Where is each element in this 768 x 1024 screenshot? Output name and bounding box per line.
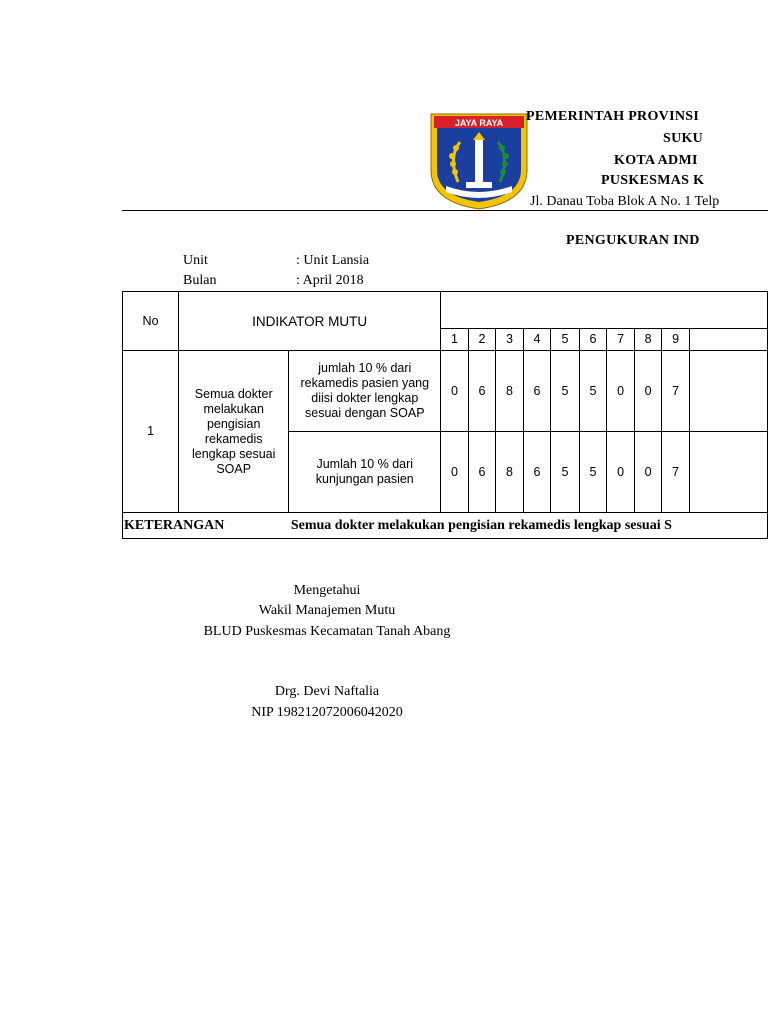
header-divider <box>122 210 768 211</box>
signature-organization: BLUD Puskesmas Kecamatan Tanah Abang <box>203 624 451 639</box>
logo-banner-text: JAYA RAYA <box>454 118 504 128</box>
numerator-value: 8 <box>496 351 524 432</box>
denominator-value: 0 <box>441 432 469 513</box>
numerator-value: 0 <box>634 351 662 432</box>
unit-value: : Unit Lansia <box>296 253 370 268</box>
header-puskesmas: PUSKESMAS K <box>601 173 705 188</box>
day-header: 9 <box>662 329 690 351</box>
signature-mengetahui: Mengetahui <box>293 583 361 598</box>
day-header: 6 <box>579 329 607 351</box>
day-header: 8 <box>634 329 662 351</box>
denominator-label: Jumlah 10 % dari kunjungan pasien <box>289 432 441 513</box>
header-indikator-mutu: INDIKATOR MUTU <box>179 292 441 351</box>
header-address: Jl. Danau Toba Blok A No. 1 Telp <box>530 194 720 209</box>
jakarta-coat-of-arms-logo <box>428 112 530 210</box>
indicator-table <box>122 291 768 539</box>
denominator-value: 6 <box>468 432 496 513</box>
signature-role: Wakil Manajemen Mutu <box>258 603 396 618</box>
header-no: No <box>123 292 179 351</box>
header-province: PEMERINTAH PROVINSI <box>526 109 700 124</box>
signature-nip: NIP 198212072006042020 <box>251 705 403 720</box>
day-header: 4 <box>523 329 551 351</box>
numerator-value: 6 <box>523 351 551 432</box>
header-days-span <box>441 292 768 329</box>
numerator-value: 5 <box>551 351 579 432</box>
unit-label: Unit <box>183 253 208 268</box>
document-title: PENGUKURAN IND <box>566 233 700 248</box>
day-header: 2 <box>468 329 496 351</box>
day-header: 3 <box>496 329 524 351</box>
header-suku: SUKU <box>663 131 704 146</box>
bulan-label: Bulan <box>183 273 217 288</box>
indicator-text: Semua dokter melakukan pengisian rekamedis lengkap sesuai SOAP <box>179 351 289 513</box>
keterangan-row <box>123 513 768 539</box>
denominator-value: 7 <box>662 432 690 513</box>
denominator-value: 0 <box>607 432 635 513</box>
numerator-value: 0 <box>607 351 635 432</box>
bulan-value: : April 2018 <box>296 273 364 288</box>
day-header: 5 <box>551 329 579 351</box>
day-header-empty <box>689 329 767 351</box>
day-header: 1 <box>441 329 469 351</box>
day-header: 7 <box>607 329 635 351</box>
numerator-value: 5 <box>579 351 607 432</box>
numerator-value: 7 <box>662 351 690 432</box>
denominator-value: 8 <box>496 432 524 513</box>
keterangan-label: KETERANGAN <box>123 513 289 539</box>
header-kota: KOTA ADMI <box>614 153 698 168</box>
signature-name: Drg. Devi Naftalia <box>274 684 380 699</box>
row-number: 1 <box>123 351 179 513</box>
denominator-value: 5 <box>579 432 607 513</box>
denominator-value: 6 <box>523 432 551 513</box>
keterangan-text: Semua dokter melakukan pengisian rekamedis lengkap sesuai S <box>289 513 768 539</box>
denominator-value: 0 <box>634 432 662 513</box>
denominator-value-empty <box>689 432 767 513</box>
numerator-value: 6 <box>468 351 496 432</box>
denominator-value: 5 <box>551 432 579 513</box>
numerator-label: jumlah 10 % dari rekamedis pasien yang diisi dokter lengkap sesuai dengan SOAP <box>289 351 441 432</box>
numerator-value: 0 <box>441 351 469 432</box>
numerator-value-empty <box>689 351 767 432</box>
table-row <box>123 351 768 432</box>
table-header-row <box>123 292 768 329</box>
